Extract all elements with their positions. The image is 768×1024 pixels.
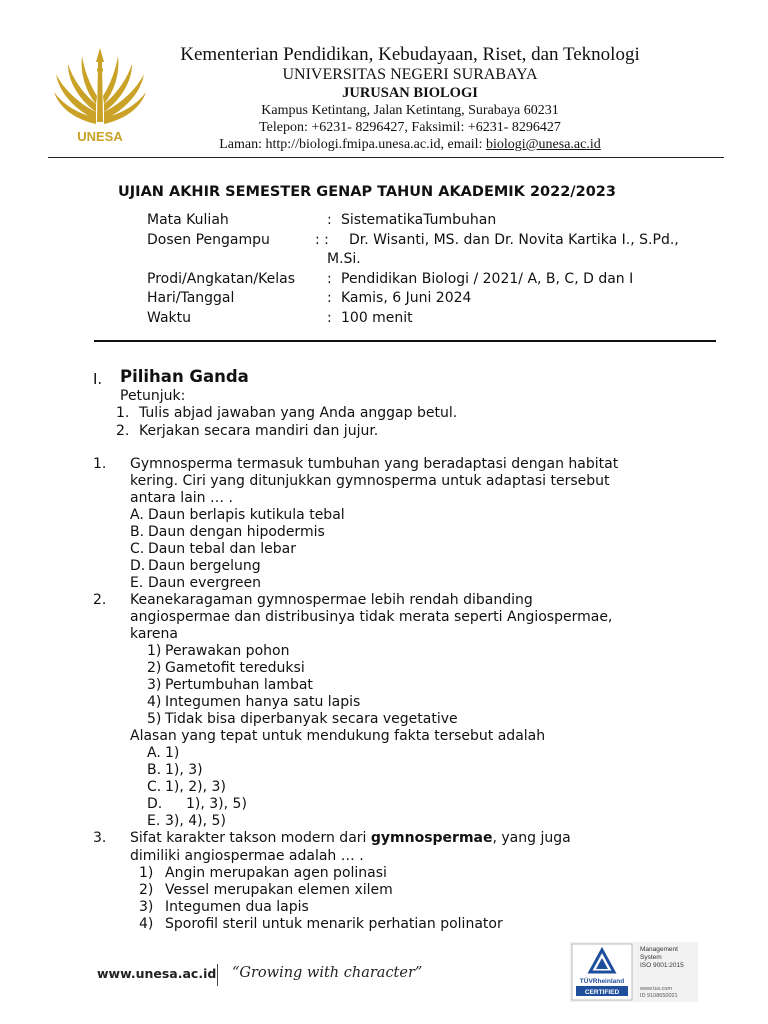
instructions-label: Petunjuk: — [120, 388, 186, 404]
phone-line: Telepon: +6231- 8296427, Faksimil: +6231- 8296427 — [259, 120, 561, 135]
info-row-lecturer-cont — [147, 251, 747, 271]
q3-text-bold: gymnospermae — [370, 830, 493, 846]
statement-num: 2) — [147, 660, 162, 676]
info-key: Prodi/Angkatan/Kelas — [147, 271, 295, 287]
question-text: dimiliki angiospermae adalah … . — [130, 848, 364, 864]
info-colon: : — [327, 212, 332, 228]
option-label: D. — [130, 558, 146, 574]
option-text: Daun berlapis kutikula tebal — [148, 507, 345, 523]
section-title: Pilihan Ganda — [120, 367, 249, 386]
instruction-num: 1. — [116, 405, 130, 421]
question-text: Keanekaragaman gymnospermae lebih rendah dibanding — [130, 592, 533, 608]
instruction-num: 2. — [116, 423, 130, 439]
info-colon: : — [327, 271, 332, 287]
question-text: kering. Ciri yang ditunjukkan gymnosperma untuk adaptasi tersebut — [130, 473, 610, 489]
info-row-course — [147, 212, 747, 232]
statement-num: 2) — [139, 882, 154, 898]
tuv-certification-badge — [570, 942, 698, 1002]
question-text: karena — [130, 626, 178, 642]
instruction-text: Tulis abjad jawaban yang Anda anggap betul. — [139, 405, 458, 421]
statement-num: 1) — [139, 865, 154, 881]
campus-address: Kampus Ketintang, Jalan Ketintang, Surabaya 60231 — [261, 103, 559, 118]
statement-text: Sporofil steril untuk menarik perhatian polinator — [165, 916, 503, 932]
info-value: Dr. Wisanti, MS. dan Dr. Novita Kartika I., S.Pd., — [349, 232, 679, 248]
option-label: E. — [147, 813, 161, 829]
info-key: Hari/Tanggal — [147, 290, 235, 306]
exam-title: UJIAN AKHIR SEMESTER GENAP TAHUN AKADEMIK 2022/2023 — [118, 184, 616, 200]
cert-line: www.tuv.com — [640, 986, 672, 992]
info-divider — [94, 340, 716, 342]
option-label: D. — [147, 796, 163, 812]
option-label: E. — [130, 575, 144, 591]
statement-num: 4) — [139, 916, 154, 932]
info-value: Kamis, 6 Juni 2024 — [341, 290, 472, 306]
cert-line: ISO 9001:2015 — [640, 962, 684, 969]
statement-text: Pertumbuhan lambat — [165, 677, 313, 693]
option-text: 1) — [165, 745, 180, 761]
info-key: Mata Kuliah — [147, 212, 229, 228]
option-text: 1), 2), 3) — [165, 779, 226, 795]
statement-num: 3) — [139, 899, 154, 915]
option-label: B. — [130, 524, 145, 540]
info-row-date — [147, 290, 747, 310]
info-colon: : — [327, 310, 332, 326]
cert-line: ID 9108650021 — [640, 993, 678, 999]
option-label: B. — [147, 762, 162, 778]
statement-text: Integumen dua lapis — [165, 899, 309, 915]
statement-text: Integumen hanya satu lapis — [165, 694, 361, 710]
statement-text: Gametofit tereduksi — [165, 660, 305, 676]
tuv-certified: CERTIFIED — [584, 989, 620, 996]
unesa-logo — [50, 42, 150, 147]
footer-separator — [217, 964, 218, 986]
option-label: A. — [147, 745, 161, 761]
logo-wordmark: UNESA — [77, 129, 123, 144]
question-text: Gymnosperma termasuk tumbuhan yang beradaptasi dengan habitat — [130, 456, 619, 472]
ministry-name: Kementerian Pendidikan, Kebudayaan, Riset, dan Teknologi — [180, 44, 640, 65]
cert-line: Management — [640, 946, 678, 953]
statement-text: Tidak bisa diperbanyak secara vegetative — [165, 711, 458, 727]
statement-num: 4) — [147, 694, 162, 710]
question-number: 2. — [93, 592, 107, 608]
tuv-brand: TÜVRheinland — [579, 978, 625, 985]
option-text: Daun bergelung — [148, 558, 261, 574]
info-colon: : — [327, 290, 332, 306]
question-text: antara lain … . — [130, 490, 233, 506]
header-divider — [48, 157, 724, 158]
email-link[interactable]: biologi@unesa.ac.id — [485, 137, 601, 152]
statement-num: 3) — [147, 677, 162, 693]
footer-slogan: “Growing with character” — [232, 965, 423, 981]
statement-text: Vessel merupakan elemen xilem — [165, 882, 393, 898]
statement-num: 1) — [147, 643, 162, 659]
department-name: JURUSAN BIOLOGI — [342, 85, 478, 101]
info-value: Pendidikan Biologi / 2021/ A, B, C, D dan I — [341, 271, 634, 287]
web-line — [150, 137, 670, 153]
footer-website[interactable]: www.unesa.ac.id — [97, 966, 217, 981]
option-text: 3), 4), 5) — [165, 813, 226, 829]
option-text: 1), 3), 5) — [186, 796, 247, 812]
question-prompt: Alasan yang tepat untuk mendukung fakta tersebut adalah — [130, 728, 546, 744]
option-label: C. — [147, 779, 162, 795]
option-text: Daun dengan hipodermis — [148, 524, 325, 540]
statement-text: Perawakan pohon — [165, 643, 290, 659]
info-colon: : : — [315, 232, 329, 248]
cert-line: System — [640, 954, 662, 961]
option-label: A. — [130, 507, 144, 523]
option-text: 1), 3) — [165, 762, 203, 778]
section-number: I. — [93, 370, 103, 388]
question-text: angiospermae dan distribusinya tidak merata seperti Angiospermae, — [130, 609, 613, 625]
option-text: Daun tebal dan lebar — [148, 541, 296, 557]
info-key: Dosen Pengampu — [147, 232, 270, 248]
info-value-cont: M.Si. — [327, 251, 361, 267]
statement-text: Angin merupakan agen polinasi — [165, 865, 387, 881]
info-key: Waktu — [147, 310, 191, 326]
question-number: 3. — [93, 830, 107, 846]
web-prefix: Laman: http://biologi.fmipa.unesa.ac.id, email: — [219, 137, 486, 152]
q3-text-pre: Sifat karakter takson modern dari — [130, 830, 371, 846]
info-value: 100 menit — [341, 310, 413, 326]
info-value: SistematikaTumbuhan — [341, 212, 497, 228]
info-row-lecturer — [147, 232, 747, 252]
info-row-program — [147, 271, 747, 291]
option-text: Daun evergreen — [148, 575, 262, 591]
option-label: C. — [130, 541, 145, 557]
university-name: UNIVERSITAS NEGERI SURABAYA — [282, 66, 538, 83]
instruction-text: Kerjakan secara mandiri dan jujur. — [139, 423, 379, 439]
q3-text-post: , yang juga — [492, 830, 571, 846]
question-number: 1. — [93, 456, 107, 472]
info-row-duration — [147, 310, 747, 330]
question-text — [130, 830, 571, 846]
statement-num: 5) — [147, 711, 162, 727]
